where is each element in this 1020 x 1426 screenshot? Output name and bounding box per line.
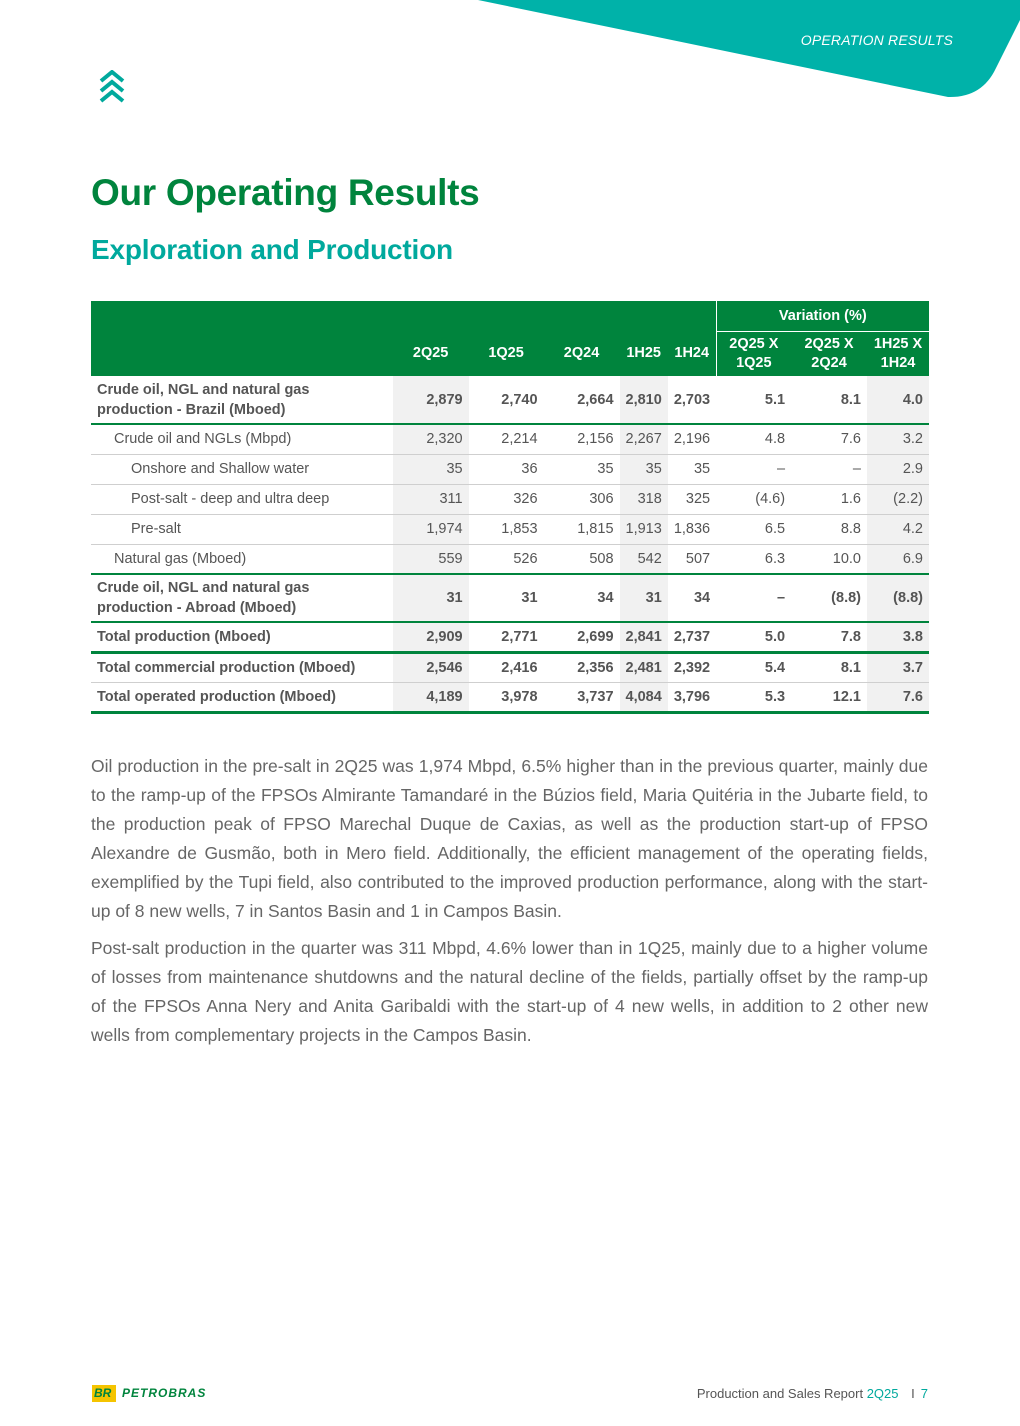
header-spacer — [91, 301, 716, 332]
table-row — [91, 652, 929, 682]
cell: 1,913 — [620, 514, 668, 544]
cell: 2,156 — [544, 424, 620, 454]
cell: 12.1 — [791, 682, 867, 712]
table-row — [91, 622, 929, 652]
row-label: Total commercial production (Mboed) — [91, 652, 393, 682]
petrobras-wordmark: PETROBRAS — [122, 1386, 207, 1400]
cell: 2,267 — [620, 424, 668, 454]
footer-report-label — [697, 1386, 928, 1401]
cell: 36 — [469, 454, 544, 484]
cell: 35 — [620, 454, 668, 484]
cell: 3,796 — [668, 682, 716, 712]
cell: 8.1 — [791, 652, 867, 682]
cell: 4,189 — [393, 682, 469, 712]
row-label: Total production (Mboed) — [91, 622, 393, 652]
cell: 1,836 — [668, 514, 716, 544]
petrobras-logo — [92, 1384, 206, 1402]
cell: 1,974 — [393, 514, 469, 544]
footer-separator: I — [911, 1386, 915, 1401]
cell: 311 — [393, 484, 469, 514]
cell: 6.5 — [716, 514, 791, 544]
cell: 2,320 — [393, 424, 469, 454]
col-header-1q25: 1Q25 — [469, 332, 544, 377]
paragraph: Post-salt production in the quarter was 311 Mbpd, 4.6% lower than in 1Q25, mainly due to a higher volume of losses from maintenance shutdowns and the natural decline of the fields, partially offset by the ramp-up of the FPSOs Anna Nery and Anita Garibaldi with the start-up of 4 new wells, in addition to 2 other new wells from complementary projects in the Campos Basin. — [91, 938, 928, 1045]
paragraph: Oil production in the pre-salt in 2Q25 was 1,974 Mbpd, 6.5% higher than in the previous quarter, mainly due to the ramp-up of the FPSOs Almirante Tamandaré in the Búzios field, Maria Quitéria in the Jubarte field, to the production peak of FPSO Marechal Duque de Caxias, as well as the production start-up of FPSO Alexandre de Gusmão, both in Mero field. Additionally, the efficient management of the operating fields, exemplified by the Tupi field, also contributed to the improved production performance, along with the start-up of 8 new wells, 7 in Santos Basin and 1 in Campos Basin. — [91, 756, 928, 921]
cell: 507 — [668, 544, 716, 574]
col-header-var-q-q: 2Q25 X 1Q25 — [716, 332, 791, 377]
header-banner — [0, 0, 1020, 100]
cell: – — [716, 454, 791, 484]
col-header-1h24: 1H24 — [668, 332, 716, 377]
chevron-up-logo-icon — [98, 70, 126, 106]
row-label: Onshore and Shallow water — [91, 454, 393, 484]
row-label: Crude oil, NGL and natural gas production - Brazil (Mboed) — [91, 376, 393, 424]
cell: 2,699 — [544, 622, 620, 652]
cell: 2,416 — [469, 652, 544, 682]
table-row — [91, 376, 929, 424]
header-label-cell — [91, 332, 393, 377]
cell: 559 — [393, 544, 469, 574]
cell: 3.8 — [867, 622, 929, 652]
cell: 3.2 — [867, 424, 929, 454]
cell: 35 — [544, 454, 620, 484]
cell: 2,356 — [544, 652, 620, 682]
cell: 2,546 — [393, 652, 469, 682]
row-label: Crude oil, NGL and natural gas production - Abroad (Mboed) — [91, 574, 393, 622]
cell: 2,196 — [668, 424, 716, 454]
row-label: Post-salt - deep and ultra deep — [91, 484, 393, 514]
cell: 3,737 — [544, 682, 620, 712]
cell: 2,392 — [668, 652, 716, 682]
br-logo-icon: BR — [92, 1385, 116, 1402]
variation-header: Variation (%) — [716, 301, 929, 332]
cell: 508 — [544, 544, 620, 574]
row-label: Pre-salt — [91, 514, 393, 544]
cell: 10.0 — [791, 544, 867, 574]
page-title: Our Operating Results — [91, 172, 480, 213]
cell: – — [791, 454, 867, 484]
table-row — [91, 424, 929, 454]
cell: (8.8) — [791, 574, 867, 622]
cell: 7.8 — [791, 622, 867, 652]
cell: 7.6 — [791, 424, 867, 454]
cell: 542 — [620, 544, 668, 574]
cell: (4.6) — [716, 484, 791, 514]
table-row — [91, 514, 929, 544]
cell: 2.9 — [867, 454, 929, 484]
col-header-2q24: 2Q24 — [544, 332, 620, 377]
production-table — [91, 301, 929, 714]
cell: 326 — [469, 484, 544, 514]
cell: 5.1 — [716, 376, 791, 424]
report-period: 2Q25 — [866, 1386, 899, 1401]
table-row — [91, 544, 929, 574]
cell: (8.8) — [867, 574, 929, 622]
cell: 7.6 — [867, 682, 929, 712]
section-tag: OPERATION RESULTS — [800, 32, 953, 48]
cell: 306 — [544, 484, 620, 514]
row-label: Crude oil and NGLs (Mbpd) — [91, 424, 393, 454]
cell: 2,703 — [668, 376, 716, 424]
cell: 35 — [393, 454, 469, 484]
row-label: Total operated production (Mboed) — [91, 682, 393, 712]
table-row — [91, 574, 929, 622]
cell: 31 — [393, 574, 469, 622]
col-header-var-h-h: 1H25 X 1H24 — [867, 332, 929, 377]
page-number: 7 — [920, 1386, 928, 1401]
cell: 31 — [620, 574, 668, 622]
page-subtitle: Exploration and Production — [91, 234, 453, 265]
table-row — [91, 454, 929, 484]
cell: 2,481 — [620, 652, 668, 682]
cell: 4.8 — [716, 424, 791, 454]
cell: 2,909 — [393, 622, 469, 652]
col-header-var-y-y: 2Q25 X 2Q24 — [791, 332, 867, 377]
cell: 34 — [668, 574, 716, 622]
cell: 5.4 — [716, 652, 791, 682]
cell: 5.3 — [716, 682, 791, 712]
cell: 4.0 — [867, 376, 929, 424]
cell: 6.9 — [867, 544, 929, 574]
body-text — [91, 752, 928, 1058]
table-row — [91, 484, 929, 514]
cell: (2.2) — [867, 484, 929, 514]
cell: 2,879 — [393, 376, 469, 424]
cell: 526 — [469, 544, 544, 574]
cell: 2,214 — [469, 424, 544, 454]
cell: 2,664 — [544, 376, 620, 424]
cell: 8.1 — [791, 376, 867, 424]
cell: 1,815 — [544, 514, 620, 544]
col-header-2q25: 2Q25 — [393, 332, 469, 377]
cell: 2,810 — [620, 376, 668, 424]
row-label: Natural gas (Mboed) — [91, 544, 393, 574]
report-title: Production and Sales Report — [696, 1386, 864, 1401]
col-header-1h25: 1H25 — [620, 332, 668, 377]
cell: 31 — [469, 574, 544, 622]
cell: 2,771 — [469, 622, 544, 652]
cell: 1,853 — [469, 514, 544, 544]
cell: 34 — [544, 574, 620, 622]
cell: 2,740 — [469, 376, 544, 424]
cell: 2,737 — [668, 622, 716, 652]
cell: – — [716, 574, 791, 622]
cell: 5.0 — [716, 622, 791, 652]
cell: 325 — [668, 484, 716, 514]
cell: 2,841 — [620, 622, 668, 652]
cell: 3,978 — [469, 682, 544, 712]
table-row — [91, 682, 929, 712]
cell: 3.7 — [867, 652, 929, 682]
cell: 8.8 — [791, 514, 867, 544]
cell: 4,084 — [620, 682, 668, 712]
cell: 6.3 — [716, 544, 791, 574]
cell: 318 — [620, 484, 668, 514]
cell: 4.2 — [867, 514, 929, 544]
cell: 1.6 — [791, 484, 867, 514]
cell: 35 — [668, 454, 716, 484]
